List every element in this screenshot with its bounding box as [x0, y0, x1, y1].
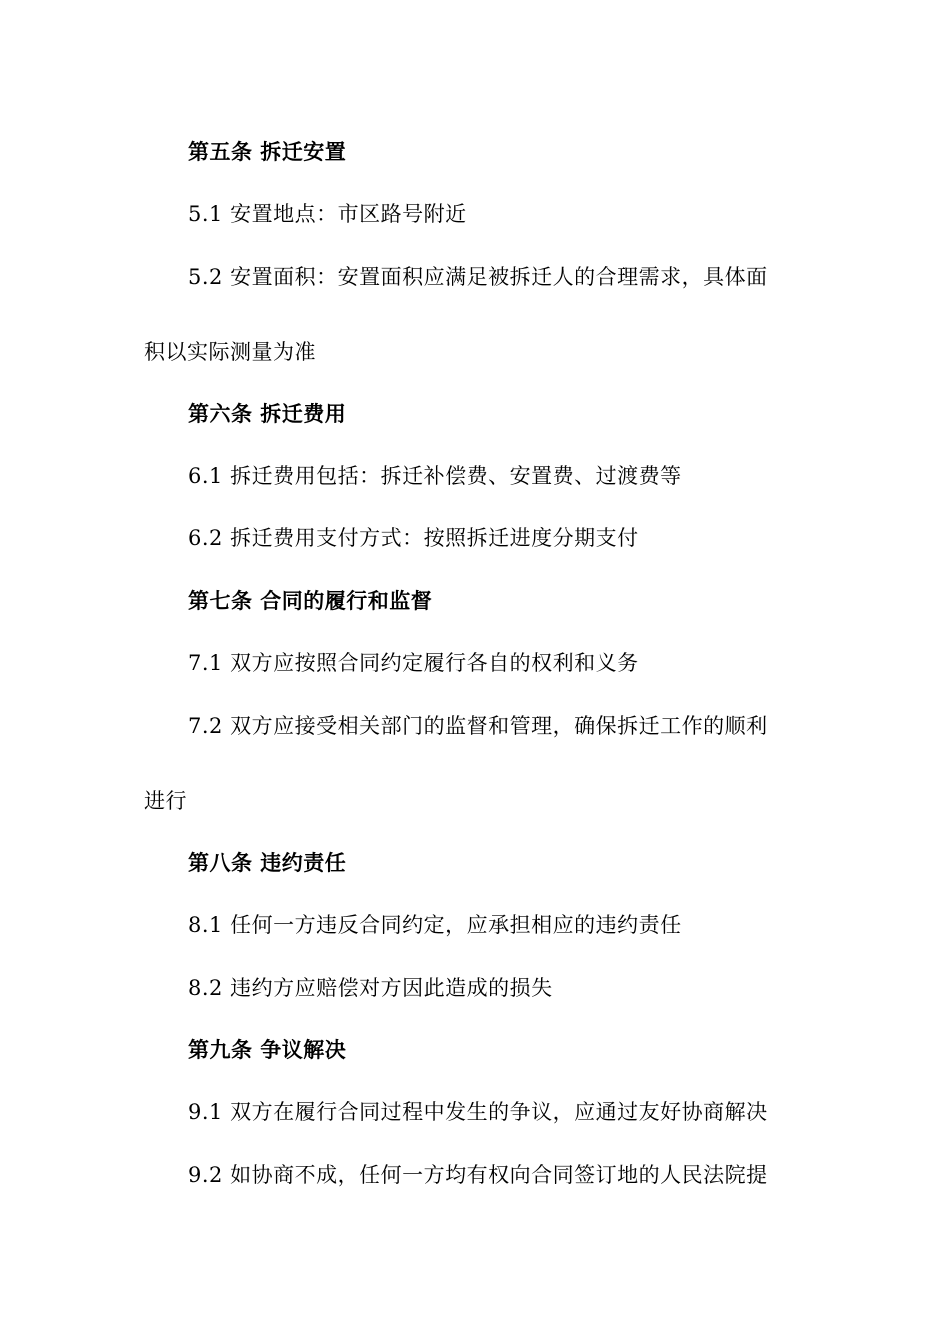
- clause-8-2: 8.2 违约方应赔偿对方因此造成的损失: [188, 976, 553, 1000]
- clause-5-1: 5.1 安置地点：市区路号附近: [188, 202, 467, 226]
- clause-5-2: 5.2 安置面积：安置面积应满足被拆迁人的合理需求，具体面: [188, 265, 768, 289]
- clause-7-2-continuation: 进行: [144, 789, 187, 813]
- clause-7-1: 7.1 双方应按照合同约定履行各自的权利和义务: [188, 651, 639, 675]
- section-heading-5: 第五条 拆迁安置: [188, 139, 347, 164]
- clause-6-1: 6.1 拆迁费用包括：拆迁补偿费、安置费、过渡费等: [188, 464, 682, 488]
- clause-9-1: 9.1 双方在履行合同过程中发生的争议，应通过友好协商解决: [188, 1100, 768, 1124]
- section-heading-7: 第七条 合同的履行和监督: [188, 588, 433, 613]
- clause-5-2-continuation: 积以实际测量为准: [144, 340, 316, 364]
- section-heading-8: 第八条 违约责任: [188, 850, 347, 875]
- section-heading-6: 第六条 拆迁费用: [188, 401, 347, 426]
- clause-8-1: 8.1 任何一方违反合同约定，应承担相应的违约责任: [188, 913, 682, 937]
- section-heading-9: 第九条 争议解决: [188, 1037, 347, 1062]
- clause-7-2: 7.2 双方应接受相关部门的监督和管理，确保拆迁工作的顺利: [188, 714, 768, 738]
- clause-6-2: 6.2 拆迁费用支付方式：按照拆迁进度分期支付: [188, 526, 639, 550]
- clause-9-2: 9.2 如协商不成，任何一方均有权向合同签订地的人民法院提: [188, 1163, 768, 1187]
